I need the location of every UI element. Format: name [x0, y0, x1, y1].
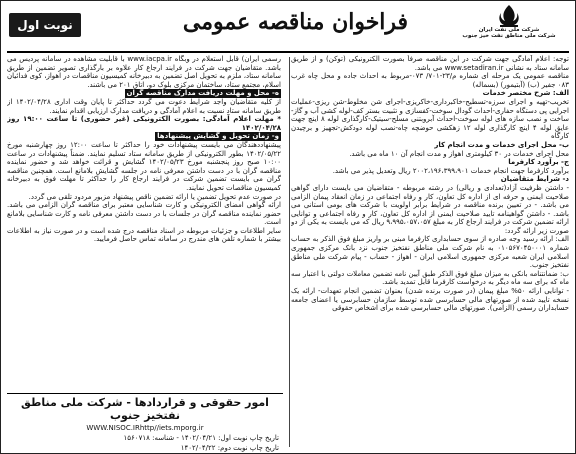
section-location-text: محل اجرای خدمات در ۳۰ کیلومتری اهواز و مدت انجام آن ۱۰ ماه می باشد.	[349, 149, 569, 158]
section-financial-text: - توانایی ارائه ۵۰% مبلغ پیمان (در صورت برنده شدن) بعنوان تضمین انجام تعهدات- ارائه یک نسخه تایید شده از صورتهای مالی حسابرسی شده توسط سازمان حسابرسی یا اعضای جامعه حسابداران رسمی (الزامی). صورتهای مالی حسابرسی شده برای اشخاص حقوقی	[291, 287, 569, 313]
tender-number: مناقصه عمومی یک مرحله ای شماره م/۲۳-۷۰۱/ ۰۷۳-مربوط به احداث جاده و محل چاه غرب ۰۸۳ جفیر (ب) (آبتیمور) (بسماله)	[291, 72, 569, 89]
section-estimate-text: برآورد کارفرما جهت انجام خدمات ۲۰۰۲،۱۹۶،۳۹۹،۹۰۱ ریال وتعدیل پذیر می باشد.	[332, 166, 569, 175]
right-column	[291, 55, 569, 449]
section-guarantee-text: ب: ضمانتنامه بانکی به میزان مبلغ فوق الذکر طبق آیین نامه تضمین معاملات دولتی با اعتبار سه ماه که برای سه ماه دیگر به درخواست کارفرما قابل تمدید باشد.	[291, 269, 569, 287]
deadline-text: * مهلت اعلام آمادگی: بصورت الکترونیکی (غیر حضوری) تا ساعت ۱۹:۰۰ روز ۱۴۰۲/۰۴/۲۸	[7, 115, 281, 132]
left-paragraph-8: ارائه گواهی امضای الکترونیکی و کارت شناسایی معتبر برای مناقصه گران الزامی می باشد. حضور نماینده مناقصه گران در جلسات با در دست داشتن معرفی نامه و کارت شناسایی بلامانع است.	[7, 201, 281, 227]
section-conditions-text: - داشتن ظرفیت آزاد(تعدادی و ریالی) در رشته مربوطه - متقاضیان می بایست دارای گواهی صلاحیت ایمنی و حرفه ای از اداره کل تعاون، کار و رفاه اجتماعی در زمان انعقاد پیمان الزامی می باشد. - در تعیین برنده مناقصه در شرایط برابر اولویت با شرکت های بومی استانی می باشد. - داشتن گواهینامه تایید صلاحیت ایمنی از اداره کل تعاون، کار و رفاه اجتماعی و توانایی ارائه تضمین شرکت در فرایند ارجاع کار به مبلغ ۹،۹۹۵،۰۵۷،۰۵۷ ریال که می بایست به یکی از دو صورت زیر ارائه گردد:	[291, 183, 569, 235]
section-submission-title: و- زمان تحویل و گشایش پیشنهادها	[157, 132, 279, 141]
section-services-text: تخریب-تهیه و اجرای سرزه-تسطیح-خاکبرداری-خاکریزی-اجرای شن مخلوط-شن ریزی-عملیات اجرایی پی دستگاه حفاری-احداث گودال سوخت-کفسازی و تثبیت بستر کف-لوله کشی آب و گاز-ساخت و نصب سازه های لوله سوخت-احداث آبروبتنی مسلح-سیتیک-کارگذاری لوله ۸ اینچ جهت عایق لوله ۴ اینچ کارگذاری لوله ۱۲ زهکشی حوضچه چاه-نصب لوله دودکش-تجهیز و برچیدن کارگاه	[291, 97, 569, 141]
footer	[7, 393, 283, 450]
section-documents-title: ه- محل و مهلت دریافت مدارک مناقصه گران	[126, 89, 279, 98]
left-paragraph-3: از کلیه متقاضیان واجد شرایط دعوت می گردد حداکثر تا پایان وقت اداری ۱۴۰۲/۰۴/۲۸ از طریق سامانه ستاد نسبت به اعلام آمادگی و دریافت مدارک ارزیابی اقدام نمایند.	[7, 97, 281, 115]
left-paragraph-6: پیشنهاددهندگان می بایست پیشنهادات خود را حداکثر تا ساعت ۱۲:۰۰ روز چهارشنبه مورخ ۱۴۰۲/۰۵/۲۲ بطور الکترونیکی از طریق سامانه ستاد تسلیم نمایند. ضمناً پیشنهادات در ساعت ۱۰:۰۰ صبح روز پنجشنبه مورخ ۱۴۰۲/۰۵/۲۳ گشایش و قرائت خواهد شد و حضور نماینده مناقصه گران با در دست داشتن معرفی نامه در جلسه گشایش بلامانع است. همچنین مناقصه گران می بایست تضمین شرکت در فرایند ارجاع کار را حداکثر تا مهلت فوق به دبیرخانه کمیسیون مناقصات تحویل نمایند.	[7, 140, 281, 192]
header	[1, 1, 575, 51]
section-location-title: ب- محل اجرای خدمات و مدت انجام کار	[434, 140, 569, 149]
section-services-title: الف: شرح مختصر خدمات	[482, 89, 569, 98]
left-paragraph-1: رسمی ایران) قابل استعلام در وبگاه www.iacpa.ir با قابلیت مشاهده در سامانه پردیس می باشد. متقاضیان جهت شرکت در فرایند ارجاع کار علاوه بر بارگذاری تصویر تضمین از طریق سامانه ستاد، ملزم به تحویل اصل تضمین به دبیرخانه کمیسیون مناقصات در اهواز، کوی فدائیان اسلام، مجتمع ستاد، ساختمان مرکزی بلوک دو، اتاق ۲۰۱ می باشند.	[7, 55, 281, 89]
section-deposit-text: الف: ارائه رسید وجه صادره از سوی حسابداری کارفرما مبنی بر واریز مبلغ فوق الذکر به حساب شماره ۰۱۰۵۶۷۰۴۵۰۰۰۱ به نام شرکت ملی مناطق نفتخیز جنوب نزد بانک مرکزی جمهوری اسلامی ایران شعبه مرکزی جمهوری اسلامی ایران - اهواز - حساب - پیام شرکت ملی مناطق نفتخیز جنوب.	[291, 235, 569, 270]
print-date-second: تاریخ چاپ نوبت دوم: ۱۴۰۲/۰۴/۲۲	[180, 444, 279, 452]
left-paragraph-7: در صورت عدم تحویل تضمین یا ارائه تضمین ناقص پیشنهاد مزبور مردود تلقی می گردد.	[28, 192, 281, 201]
column-divider	[289, 57, 290, 447]
footer-title: امور حقوقی و قراردادها - شرکت ملی مناطق نفتخیز جنوب	[21, 396, 269, 422]
intro-text: توجه: اعلام آمادگی جهت شرکت در این مناقصه صرفاً بصورت الکترونیکی (توکن) و از طریق سامانه ستاد به نشانی www.setadiran.ir می باشد.	[291, 55, 569, 72]
header-divider	[7, 51, 569, 53]
org-sub: شرکت ملی مناطق نفت خیز جنوب	[462, 33, 556, 39]
status-badge: نوبت اول	[9, 13, 81, 37]
section-estimate-title: ج- برآورد کارفرما	[508, 158, 569, 167]
left-column	[7, 55, 281, 385]
print-date-first: تاریخ چاپ نوبت اول: ۱۴۰۲/۰۴/۲۱ - شناسه: ۱۵۶۰۷۱۸	[123, 434, 279, 442]
section-conditions-title: د- شرایط متقاضیان	[500, 175, 569, 184]
org-name: شرکت ملی نفت ایران	[478, 27, 540, 33]
company-logo	[449, 3, 569, 49]
left-paragraph-9: سایر اطلاعات و جزئیات مربوطه در اسناد مناقصه درج شده است و در صورت نیاز به اطلاعات بیشتر با شماره تلفن های مندرج در سامانه تماس حاصل فرمایید.	[7, 226, 281, 244]
page-title: فراخوان مناقصه عمومی	[182, 9, 409, 35]
oil-flame-logo-icon	[492, 3, 526, 27]
footer-website-link[interactable]: WWW.NISOC.IRhttp//iets.mporg.ir	[86, 424, 204, 432]
